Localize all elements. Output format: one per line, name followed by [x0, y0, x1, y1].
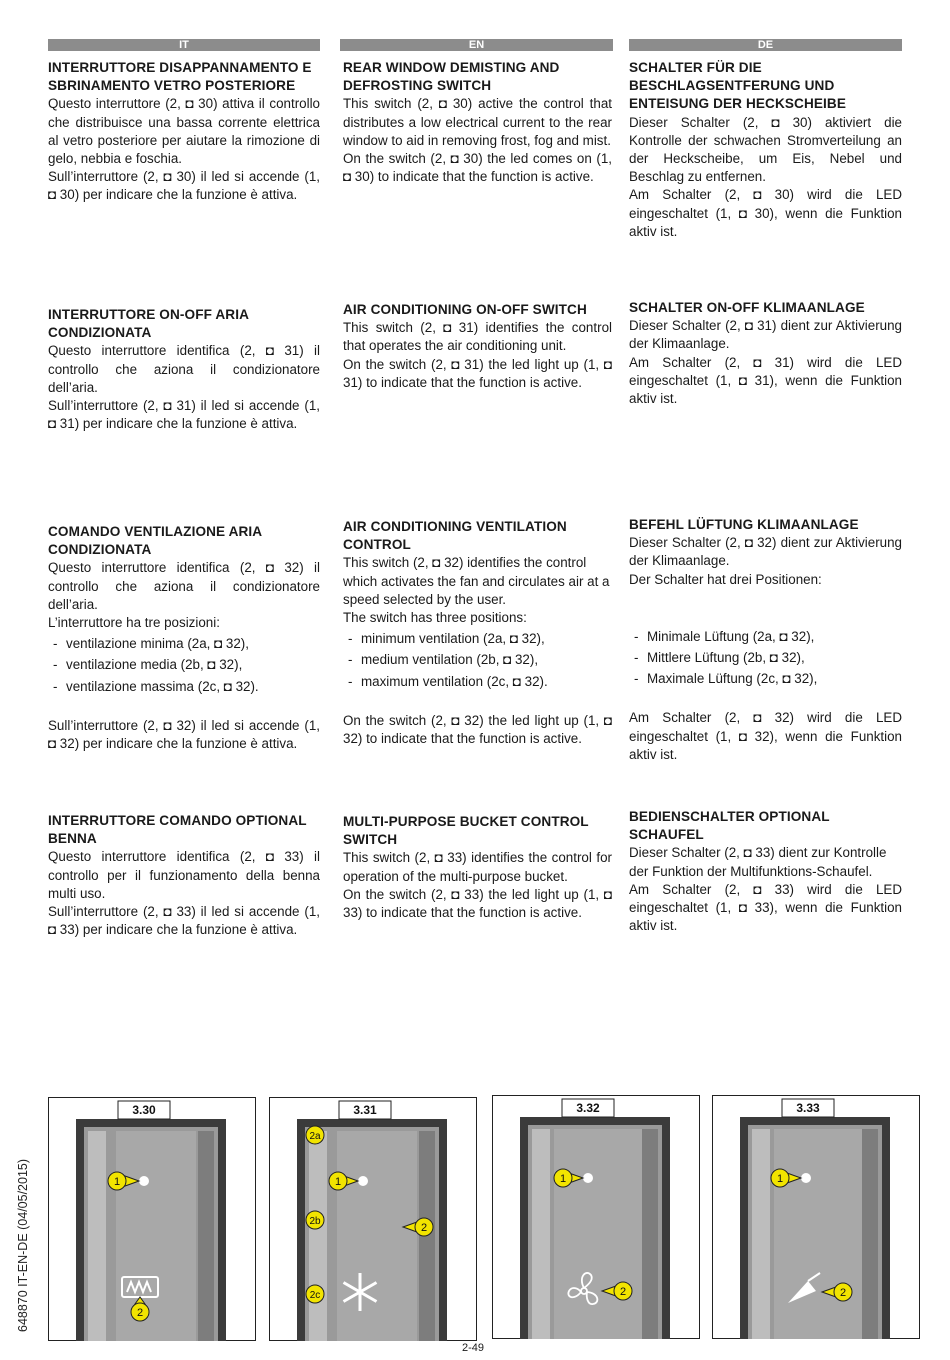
callout: 2a: [309, 1131, 321, 1142]
paragraph: Am Schalter (2, ◘ 30) wird die LED eingeschaltet (1, ◘ 30), wenn die Funktion aktiv ist.: [629, 187, 902, 239]
list-item: - maximum ventilation (2c, ◘ 32).: [343, 673, 612, 691]
led-indicator: [583, 1173, 593, 1183]
figure-label: 3.33: [796, 1101, 820, 1115]
callout: 2c: [309, 1290, 321, 1301]
callout: 2: [839, 1287, 847, 1299]
page-number: 2-49: [462, 1342, 485, 1354]
paragraph: Sull’interruttore (2, ◘ 32) il led si accende (1, ◘ 32) per indicare che la funzione è attiva.: [48, 717, 320, 752]
list-item: - Maximale Lüftung (2c, ◘ 32),: [629, 670, 902, 688]
callout: 1: [776, 1173, 784, 1185]
list-item: - medium ventilation (2b, ◘ 32),: [343, 651, 612, 669]
section-title: REAR WINDOW DEMISTING AND DEFROSTING SWITCH: [343, 60, 560, 94]
paragraph: Dieser Schalter (2, ◘ 30) aktiviert die Kontrolle der schwachen Stromverteilung an der Heckscheibe, um Eis, Nebel und Beschlag zu entfernen.: [629, 114, 902, 185]
section-30-de: [629, 59, 902, 241]
section-title: INTERRUTTORE COMANDO OPTIONAL BENNA: [48, 813, 307, 847]
section-30-en: [343, 59, 612, 186]
document-code: 648870 IT-EN-DE (04/05/2015): [16, 1158, 30, 1332]
callout: 1: [113, 1176, 121, 1188]
paragraph: This switch (2, ◘ 31) identifies the control that operates the air conditioning unit.: [343, 320, 612, 354]
section-33-it: [48, 812, 320, 939]
led-indicator: [358, 1176, 368, 1186]
list-item: - ventilazione media (2b, ◘ 32),: [48, 656, 320, 674]
section-title: COMANDO VENTILAZIONE ARIA CONDIZIONATA: [48, 524, 262, 558]
paragraph: Sull’interruttore (2, ◘ 31) il led si accende (1, ◘ 31) per indicare che la funzione è attiva.: [48, 398, 320, 432]
section-title: SCHALTER FÜR DIE BESCHLAGSENTFERUNG UND ENTEISUNG DER HECKSCHEIBE: [629, 60, 847, 112]
callout: 1: [559, 1173, 567, 1185]
list-item: - Mittlere Lüftung (2b, ◘ 32),: [629, 649, 902, 667]
figure-3-31: [269, 1097, 477, 1341]
paragraph: On the switch (2, ◘ 30) the led comes on (1, ◘ 30) to indicate that the function is active.: [343, 151, 612, 185]
paragraph: Am Schalter (2, ◘ 33) wird die LED eingeschaltet (1, ◘ 33), wenn die Funktion aktiv ist.: [629, 881, 902, 934]
paragraph: This switch (2, ◘ 30) active the control that distributes a low electrical current to the rear window to aid in removing frost, fog and mist.: [343, 96, 612, 148]
section-title: INTERRUTTORE DISAPPANNAMENTO E SBRINAMENTO VETRO POSTERIORE: [48, 60, 312, 94]
callout: 2: [619, 1286, 627, 1298]
section-32-it: [48, 523, 320, 753]
paragraph: Sull’interruttore (2, ◘ 33) il led si accende (1, ◘ 33) per indicare che la funzione è attiva.: [48, 904, 320, 938]
paragraph: The switch has three positions:: [343, 610, 527, 626]
paragraph: This switch (2, ◘ 32) identifies the control which activates the fan and circulates air at a speed selected by the user.: [343, 555, 610, 607]
list-item: - minimum ventilation (2a, ◘ 32),: [343, 630, 612, 648]
callout: 2: [136, 1307, 144, 1319]
paragraph: On the switch (2, ◘ 31) the led light up (1, ◘ 31) to indicate that the function is active.: [343, 356, 612, 390]
paragraph: Dieser Schalter (2, ◘ 32) dient zur Aktivierung der Klimaanlage.: [629, 535, 902, 569]
led-indicator: [801, 1173, 811, 1183]
led-indicator: [139, 1176, 149, 1186]
section-32-de: [629, 516, 902, 764]
paragraph: Questo interruttore (2, ◘ 30) attiva il controllo che distribuisce una bassa corrente elettrica al vetro posteriore per aiutare la rimozione di gelo, nebbia e foschia.: [48, 96, 320, 167]
figure-label: 3.31: [353, 1103, 377, 1117]
section-31-it: [48, 306, 320, 433]
header-de: DE: [629, 39, 902, 51]
figure-label: 3.32: [576, 1101, 600, 1115]
section-title: AIR CONDITIONING ON-OFF SWITCH: [343, 302, 587, 317]
section-title: INTERRUTTORE ON-OFF ARIA CONDIZIONATA: [48, 307, 249, 341]
paragraph: On the switch (2, ◘ 33) the led light up (1, ◘ 33) to indicate that the function is active.: [343, 886, 612, 921]
paragraph: This switch (2, ◘ 33) identifies the control for operation of the multi-purpose bucket.: [343, 850, 612, 884]
section-title: MULTI-PURPOSE BUCKET CONTROL SWITCH: [343, 814, 589, 848]
paragraph: Am Schalter (2, ◘ 31) wird die LED eingeschaltet (1, ◘ 31), wenn die Funktion aktiv ist.: [629, 354, 902, 407]
figure-3-33: [712, 1095, 920, 1339]
paragraph: L’interruttore ha tre posizioni:: [48, 615, 220, 631]
header-en: EN: [340, 39, 613, 51]
figure-3-32: [492, 1095, 700, 1339]
figure-3-30: [48, 1097, 256, 1341]
paragraph: Questo interruttore identifica (2, ◘ 32) il controllo che aziona il condizionatore dell’aria.: [48, 560, 320, 612]
paragraph: Questo interruttore identifica (2, ◘ 33) il controllo per il funzionamento della benna multi uso.: [48, 849, 320, 901]
list-item: - ventilazione massima (2c, ◘ 32).: [48, 678, 320, 696]
list-item: - Minimale Lüftung (2a, ◘ 32),: [629, 628, 902, 646]
section-31-en: [343, 301, 612, 392]
section-31-de: [629, 299, 902, 408]
paragraph: Der Schalter hat drei Positionen:: [629, 571, 822, 587]
section-title: AIR CONDITIONING VENTILATION CONTROL: [343, 519, 567, 553]
callout: 1: [334, 1176, 342, 1188]
position-list: [343, 630, 612, 691]
section-title: BEFEHL LÜFTUNG KLIMAANLAGE: [629, 517, 859, 532]
position-list: [48, 635, 320, 696]
paragraph: Sull’interruttore (2, ◘ 30) il led si accende (1, ◘ 30) per indicare che la funzione è attiva.: [48, 169, 320, 203]
section-32-en: [343, 518, 612, 748]
callout: 2b: [309, 1216, 321, 1227]
paragraph: Dieser Schalter (2, ◘ 33) dient zur Kontrolle der Funktion der Multifunktions-Schaufel.: [629, 845, 887, 879]
section-title: SCHALTER ON-OFF KLIMAANLAGE: [629, 300, 865, 315]
paragraph: Am Schalter (2, ◘ 32) wird die LED eingeschaltet (1, ◘ 32), wenn die Funktion aktiv ist.: [629, 710, 902, 762]
paragraph: Questo interruttore identifica (2, ◘ 31) il controllo che aziona il condizionatore dell’aria.: [48, 343, 320, 395]
list-item: - ventilazione minima (2a, ◘ 32),: [48, 635, 320, 653]
section-33-en: [343, 813, 612, 922]
figure-label: 3.30: [132, 1103, 156, 1117]
section-30-it: [48, 59, 320, 205]
section-33-de: [629, 808, 902, 935]
header-it: IT: [48, 39, 320, 51]
position-list: [629, 628, 902, 689]
callout: 2: [420, 1222, 428, 1234]
section-title: BEDIENSCHALTER OPTIONAL SCHAUFEL: [629, 809, 830, 843]
paragraph: On the switch (2, ◘ 32) the led light up (1, ◘ 32) to indicate that the function is active.: [343, 712, 612, 747]
paragraph: Dieser Schalter (2, ◘ 31) dient zur Aktivierung der Klimaanlage.: [629, 318, 902, 352]
